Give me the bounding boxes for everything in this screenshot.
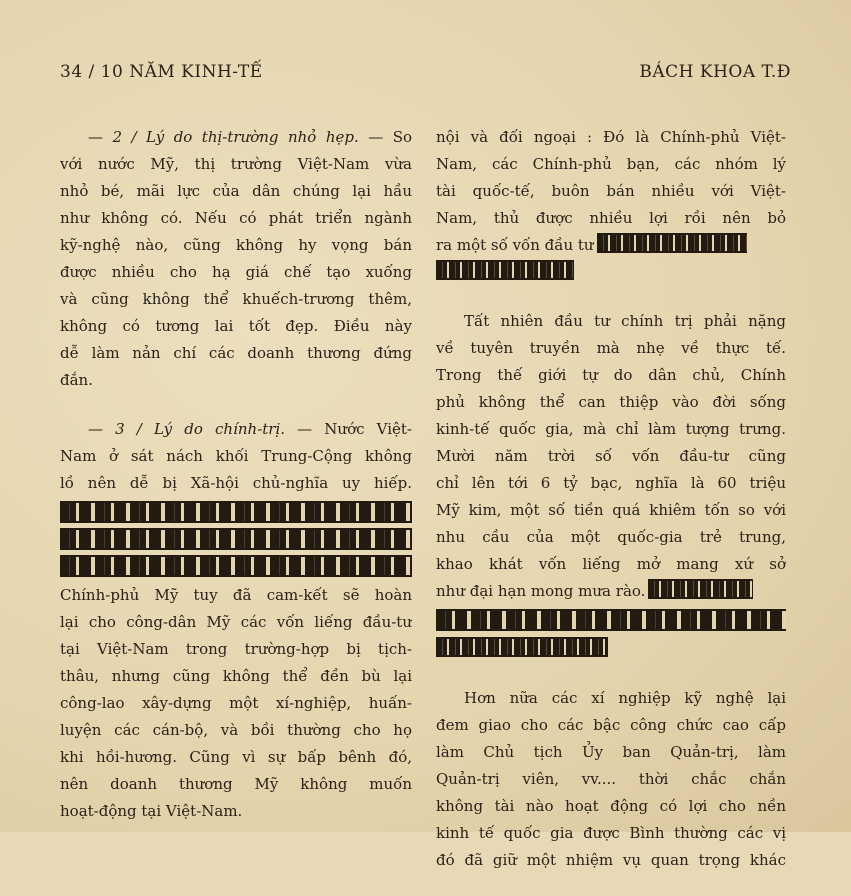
text-line: Chính-phủ Mỹ tuy đã cam-kết sẽ hoàn xyxy=(60,586,412,604)
text-line: khao khát vốn liếng mở mang xứ sở xyxy=(436,555,786,573)
text-line: Tất nhiên đầu tư chính trị phải nặng xyxy=(464,312,786,330)
text-line: ra một số vốn đầu tư xyxy=(436,232,786,259)
censored-block xyxy=(60,501,412,523)
paragraph-political-reason xyxy=(60,416,412,825)
text-line: hoạt-động tại Việt-Nam. xyxy=(60,802,243,820)
censored-block xyxy=(60,528,412,550)
section-heading: — 3 / Lý do chính-trị. xyxy=(88,420,286,438)
text-line: kinh tế quốc gia được Bình thường các vị xyxy=(436,824,786,842)
text-line: tại Việt-Nam trong trường-hợp bị tịch- xyxy=(60,640,412,658)
text-line: nhỏ bé, mãi lực của dân chúng lại hầu xyxy=(60,182,412,200)
section-heading: — 2 / Lý do thị-trường nhỏ hẹp. xyxy=(88,128,359,146)
text-line: Nam, thủ được nhiều lợi rồi nên bỏ xyxy=(436,209,786,227)
left-column xyxy=(60,124,412,847)
text-line: — 3 / Lý do chính-trị. — Nước Việt- xyxy=(88,420,412,438)
text-line: đem giao cho các bậc công chức cao cấp xyxy=(436,716,786,734)
text-line: với nước Mỹ, thị trường Việt-Nam vừa xyxy=(60,155,412,173)
text-line: Nam, các Chính-phủ bạn, các nhóm lý xyxy=(436,155,786,173)
text-line: phủ không thể can thiệp vào đời sống xyxy=(436,393,786,411)
paragraph-investment-sources xyxy=(436,124,786,286)
censored-block xyxy=(60,555,412,577)
text-line: làm Chủ tịch Ủy ban Quản-trị, làm xyxy=(436,743,786,761)
text-line: tài quốc-tế, buôn bán nhiều với Việt- xyxy=(436,182,786,200)
text-line: lồ nên dễ bị Xã-hội chủ-nghĩa uy hiếp. xyxy=(60,474,412,492)
text-line: Quản-trị viên, vv.... thời chắc chắn xyxy=(436,770,786,788)
text-line: lại cho công-dân Mỹ các vốn liếng đầu-tư xyxy=(60,613,412,631)
censored-block xyxy=(436,609,786,631)
text-line: Mười năm trời số vốn đầu-tư cũng xyxy=(436,447,786,465)
text-line: Trong thế giới tự do dân chủ, Chính xyxy=(436,366,786,384)
paragraph-political-investment xyxy=(436,308,786,663)
text-line: nội và đối ngoại : Đó là Chính-phủ Việt- xyxy=(436,128,786,146)
journal-title: BÁCH KHOA T.Đ xyxy=(639,62,791,82)
censored-inline xyxy=(648,579,753,599)
paragraph-enterprise-management xyxy=(436,685,786,874)
text-line: được nhiều cho hạ giá chế tạo xuống xyxy=(60,263,412,281)
text-line: luyện các cán-bộ, và bồi thường cho họ xyxy=(60,721,412,739)
text-line: như đại hạn mong mưa rào. xyxy=(436,578,786,605)
running-header xyxy=(60,62,791,88)
text-line: kỹ-nghệ nào, cũng không hy vọng bán xyxy=(60,236,412,254)
text-line: — 2 / Lý do thị-trường nhỏ hẹp. — So xyxy=(88,128,412,146)
text-line: như không có. Nếu có phát triển ngành xyxy=(60,209,412,227)
right-column xyxy=(436,124,786,896)
text-line: chỉ lên tới 6 tỷ bạc, nghĩa là 60 triệu xyxy=(436,474,786,492)
paragraph-market-reason xyxy=(60,124,412,394)
text-line: Mỹ kim, một số tiền quá khiêm tốn so với xyxy=(436,501,786,519)
text-line: và cũng không thể khuếch-trương thêm, xyxy=(60,290,412,308)
text-line: không có tương lai tốt đẹp. Điều này xyxy=(60,317,412,335)
text-line: khi hồi-hương. Cũng vì sự bấp bênh đó, xyxy=(60,748,412,766)
censored-inline xyxy=(436,260,574,280)
text-line: về tuyên truyền mà nhẹ về thực tế. xyxy=(436,339,786,357)
text-line: đắn. xyxy=(60,371,93,389)
text-line: Nam ở sát nách khối Trung-Cộng không xyxy=(60,447,412,465)
text-line: Hơn nữa các xí nghiệp kỹ nghệ lại xyxy=(464,689,786,707)
text-line: nhu cầu của một quốc-gia trẻ trung, xyxy=(436,528,786,546)
text-line: đó đã giữ một nhiệm vụ quan trọng khác xyxy=(436,851,786,869)
censored-inline xyxy=(436,637,608,657)
page-number-title: 34 / 10 NĂM KINH-TẾ xyxy=(60,62,263,82)
text-line: dễ làm nản chí các doanh thương đứng xyxy=(60,344,412,362)
text-line: không tài nào hoạt động có lợi cho nền xyxy=(436,797,786,815)
text-line: kinh-tế quốc gia, mà chỉ làm tượng trưng. xyxy=(436,420,786,438)
text-line: thâu, nhưng cũng không thể đền bù lại xyxy=(60,667,412,685)
text-line: công-lao xây-dựng một xí-nghiệp, huấn- xyxy=(60,694,412,712)
censored-inline xyxy=(597,233,747,253)
text-line: nên doanh thương Mỹ không muốn xyxy=(60,775,412,793)
